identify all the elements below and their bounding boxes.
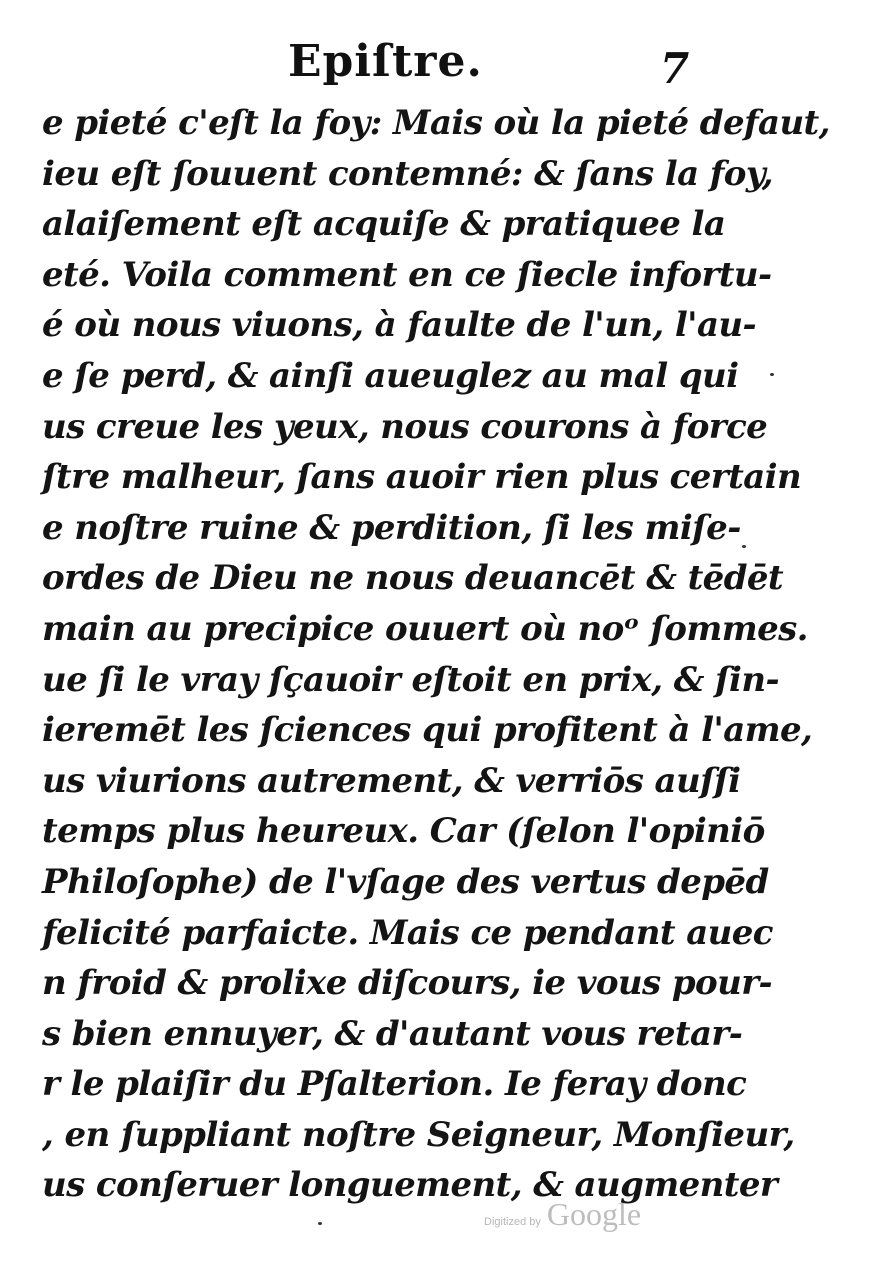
text-line: ieremēt les ſciences qui profitent à l'ame, [42,710,813,751]
digitization-attribution [484,1196,641,1233]
text-line: ue ſi le vray ſçauoir eſtoit en prix, & ſin- [42,659,780,700]
text-line: e ſe perd, & ainſi aueuglez au mal qui [42,355,739,396]
body-text [42,98,830,1211]
text-line: alaiſement eſt acquiſe & pratiquee la [42,204,726,245]
page-number: 7 [660,44,690,93]
text-line: us conſeruer longuement, & augmenter [42,1165,778,1206]
text-line: é où nous viuons, à faulte de l'un, l'au- [42,305,757,346]
text-line: felicité parfaicte. Mais ce pendant auec [42,912,773,953]
paper-speck [770,373,774,376]
text-line: us creue les yeux, nous courons à force [42,406,768,447]
text-line: ieu eſt ſouuent contemné: & ſans la foy, [42,153,774,194]
text-line: us viurions autrement, & verriōs auſſi [42,760,741,801]
text-line: main au precipice ouuert où noᵒ ſommes. [42,608,808,649]
text-line: e noſtre ruine & perdition, ſi les miſe- [42,507,741,548]
text-line: , en ſuppliant noſtre Seigneur, Monſieur, [42,1114,795,1155]
text-line: n froid & prolixe diſcours, ie vous pour- [42,963,773,1004]
digitized-by-label: Digitized by [484,1216,541,1228]
paper-speck [318,1222,322,1225]
text-line: e pieté c'eſt la foy: Mais où la pieté defaut, [42,103,830,143]
paper-speck [742,545,746,548]
text-line: eté. Voila comment en ce ſiecle infortu- [42,254,772,295]
text-line: temps plus heureux. Car (ſelon l'opiniō [42,811,765,852]
text-line: Philoſophe) de l'vſage des vertus depēd [42,861,769,902]
text-line: ordes de Dieu ne nous deuancēt & tēdēt [42,558,784,599]
text-line: r le plaiſir du Pſalterion. Ie feray donc [42,1064,747,1105]
google-logo: Google [546,1196,642,1232]
running-title: Epiſtre. [288,36,483,87]
text-line: s bien ennuyer, & d'autant vous retar- [42,1013,743,1054]
text-line: ſtre malheur, ſans auoir rien plus certain [42,457,802,498]
